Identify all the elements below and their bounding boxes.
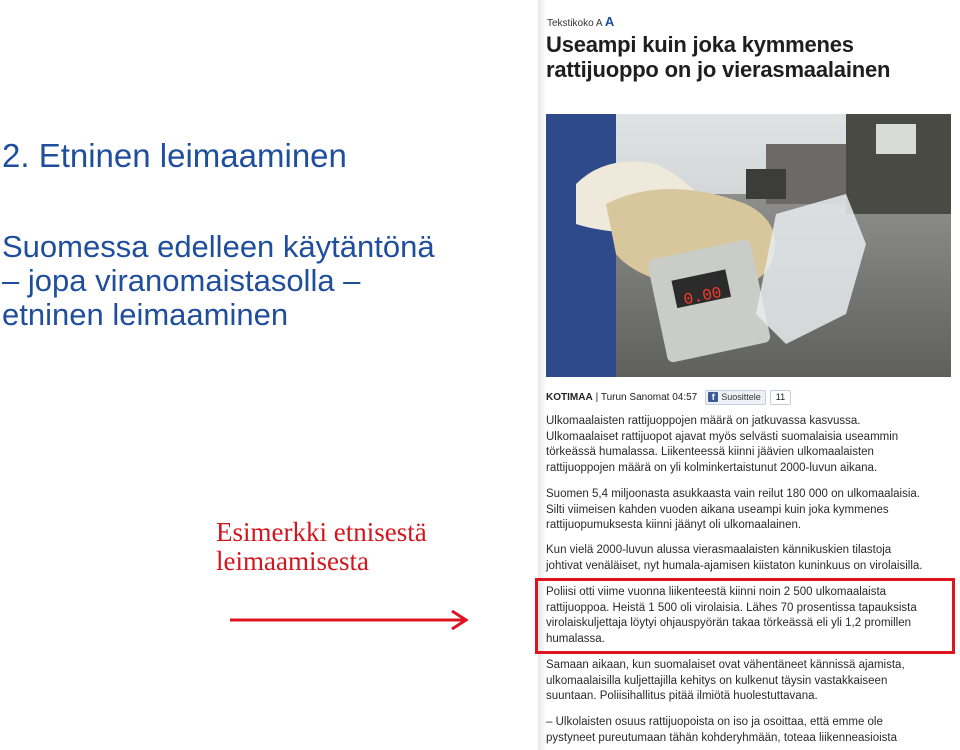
facebook-like-label: Suosittele <box>721 392 761 402</box>
paragraph-line: rattijuopumuksesta kiinni jäänyt oli ulkomaalainen. <box>546 519 802 531</box>
highlight-box <box>535 578 955 654</box>
paragraph-line: johtivat venäläiset, nyt humala-ajamisen kiistaton kuninkuus on virolaisilla. <box>546 559 923 572</box>
article-source: | Turun Sanomat 04:57 <box>595 391 698 403</box>
paragraph-line: Kun vielä 2000-luvun alussa vierasmaalaisten kännikuskien tilastoja <box>546 544 892 556</box>
paragraph-line: Ulkomaalaisten rattijuoppojen määrä on jatkuvassa kasvussa. <box>546 415 861 427</box>
paragraph-line: suuntaan. Poliisihallitus pitää ilmiötä huolestuttavana. <box>546 690 818 702</box>
article-paragraph <box>546 487 948 534</box>
arrow-right-icon <box>228 609 473 631</box>
paragraph-line: rattijuoppoa. Heistä 1 500 oli virolaisia. Lähes 70 prosentissa tapauksista <box>546 601 917 614</box>
text-size-large-button[interactable]: A <box>604 14 615 29</box>
facebook-icon: f <box>708 392 718 402</box>
text-size-label: Tekstikoko <box>547 18 594 29</box>
paragraph-line: Ulkomaalaiset rattijuopot ajavat myös selvästi suomalaisia useammin <box>546 430 899 443</box>
article-paragraph <box>546 414 948 476</box>
paragraph-line: Silti viimeisen kahden vuoden aikana useampi kuin joka kymmenes <box>546 503 889 516</box>
article-meta <box>546 390 791 404</box>
article-paragraph <box>546 658 948 705</box>
article-paragraph <box>546 715 948 746</box>
paragraph-line: rattijuoppojen määrä on yli kolminkertaistunut 2000-luvun aikana. <box>546 461 878 474</box>
article-headline: Useampi kuin joka kymmenes rattijuoppo on jo vierasmaalainen <box>546 32 891 82</box>
paragraph-line: Samaan aikaan, kun suomalaiset ovat vähentäneet kännissä ajamista, <box>546 659 905 671</box>
paragraph-line: pystyneet pureutumaan tähän kohderyhmään, toteaa liikenneasioista <box>546 731 897 744</box>
paragraph-line: törkeässä humalassa. Liikenteessä kiinni jäävien ulkomaalaisten <box>546 446 874 458</box>
slide-title: 2. Etninen leimaaminen <box>2 137 347 174</box>
paragraph-line: Poliisi otti viime vuonna liikenteestä kiinni noin 2 500 ulkomaalaista <box>546 586 887 598</box>
paragraph-line: Suomen 5,4 miljoonasta asukkaasta vain reilut 180 000 on ulkomaalaisia. <box>546 488 920 500</box>
example-line: leimaamisesta <box>216 545 369 576</box>
slide-body-line: – jopa viranomaistasolla – <box>2 262 361 298</box>
example-line: Esimerkki etnisestä <box>216 517 427 547</box>
slide-body <box>2 230 435 331</box>
paragraph-line: humalassa. <box>546 632 605 645</box>
slide-body-line: etninen leimaaminen <box>2 296 289 332</box>
paragraph-line: virolaiskuljettaja löytyi ohjauspyörän takaa törkeässä eli yli 1,2 promillen <box>546 617 911 629</box>
facebook-like-count: 11 <box>770 390 791 405</box>
text-size-control <box>547 14 614 29</box>
text-size-small-button[interactable]: A <box>595 18 603 29</box>
breathalyzer-display: 0.00 <box>681 283 724 310</box>
article-paragraph <box>546 543 948 574</box>
example-caption <box>216 518 427 576</box>
article-section: KOTIMAA <box>546 391 593 403</box>
paragraph-line: – Ulkolaisten osuus rattijuopoista on iso ja osoittaa, että emme ole <box>546 716 883 728</box>
slide-body-line: Suomessa edelleen käytäntönä <box>2 229 435 264</box>
facebook-like-button[interactable] <box>705 390 766 405</box>
article-photo <box>546 114 951 377</box>
paragraph-line: ulkomaalaisilla kuljettajilla kehitys on kulkenut täysin vastakkaiseen <box>546 674 888 687</box>
